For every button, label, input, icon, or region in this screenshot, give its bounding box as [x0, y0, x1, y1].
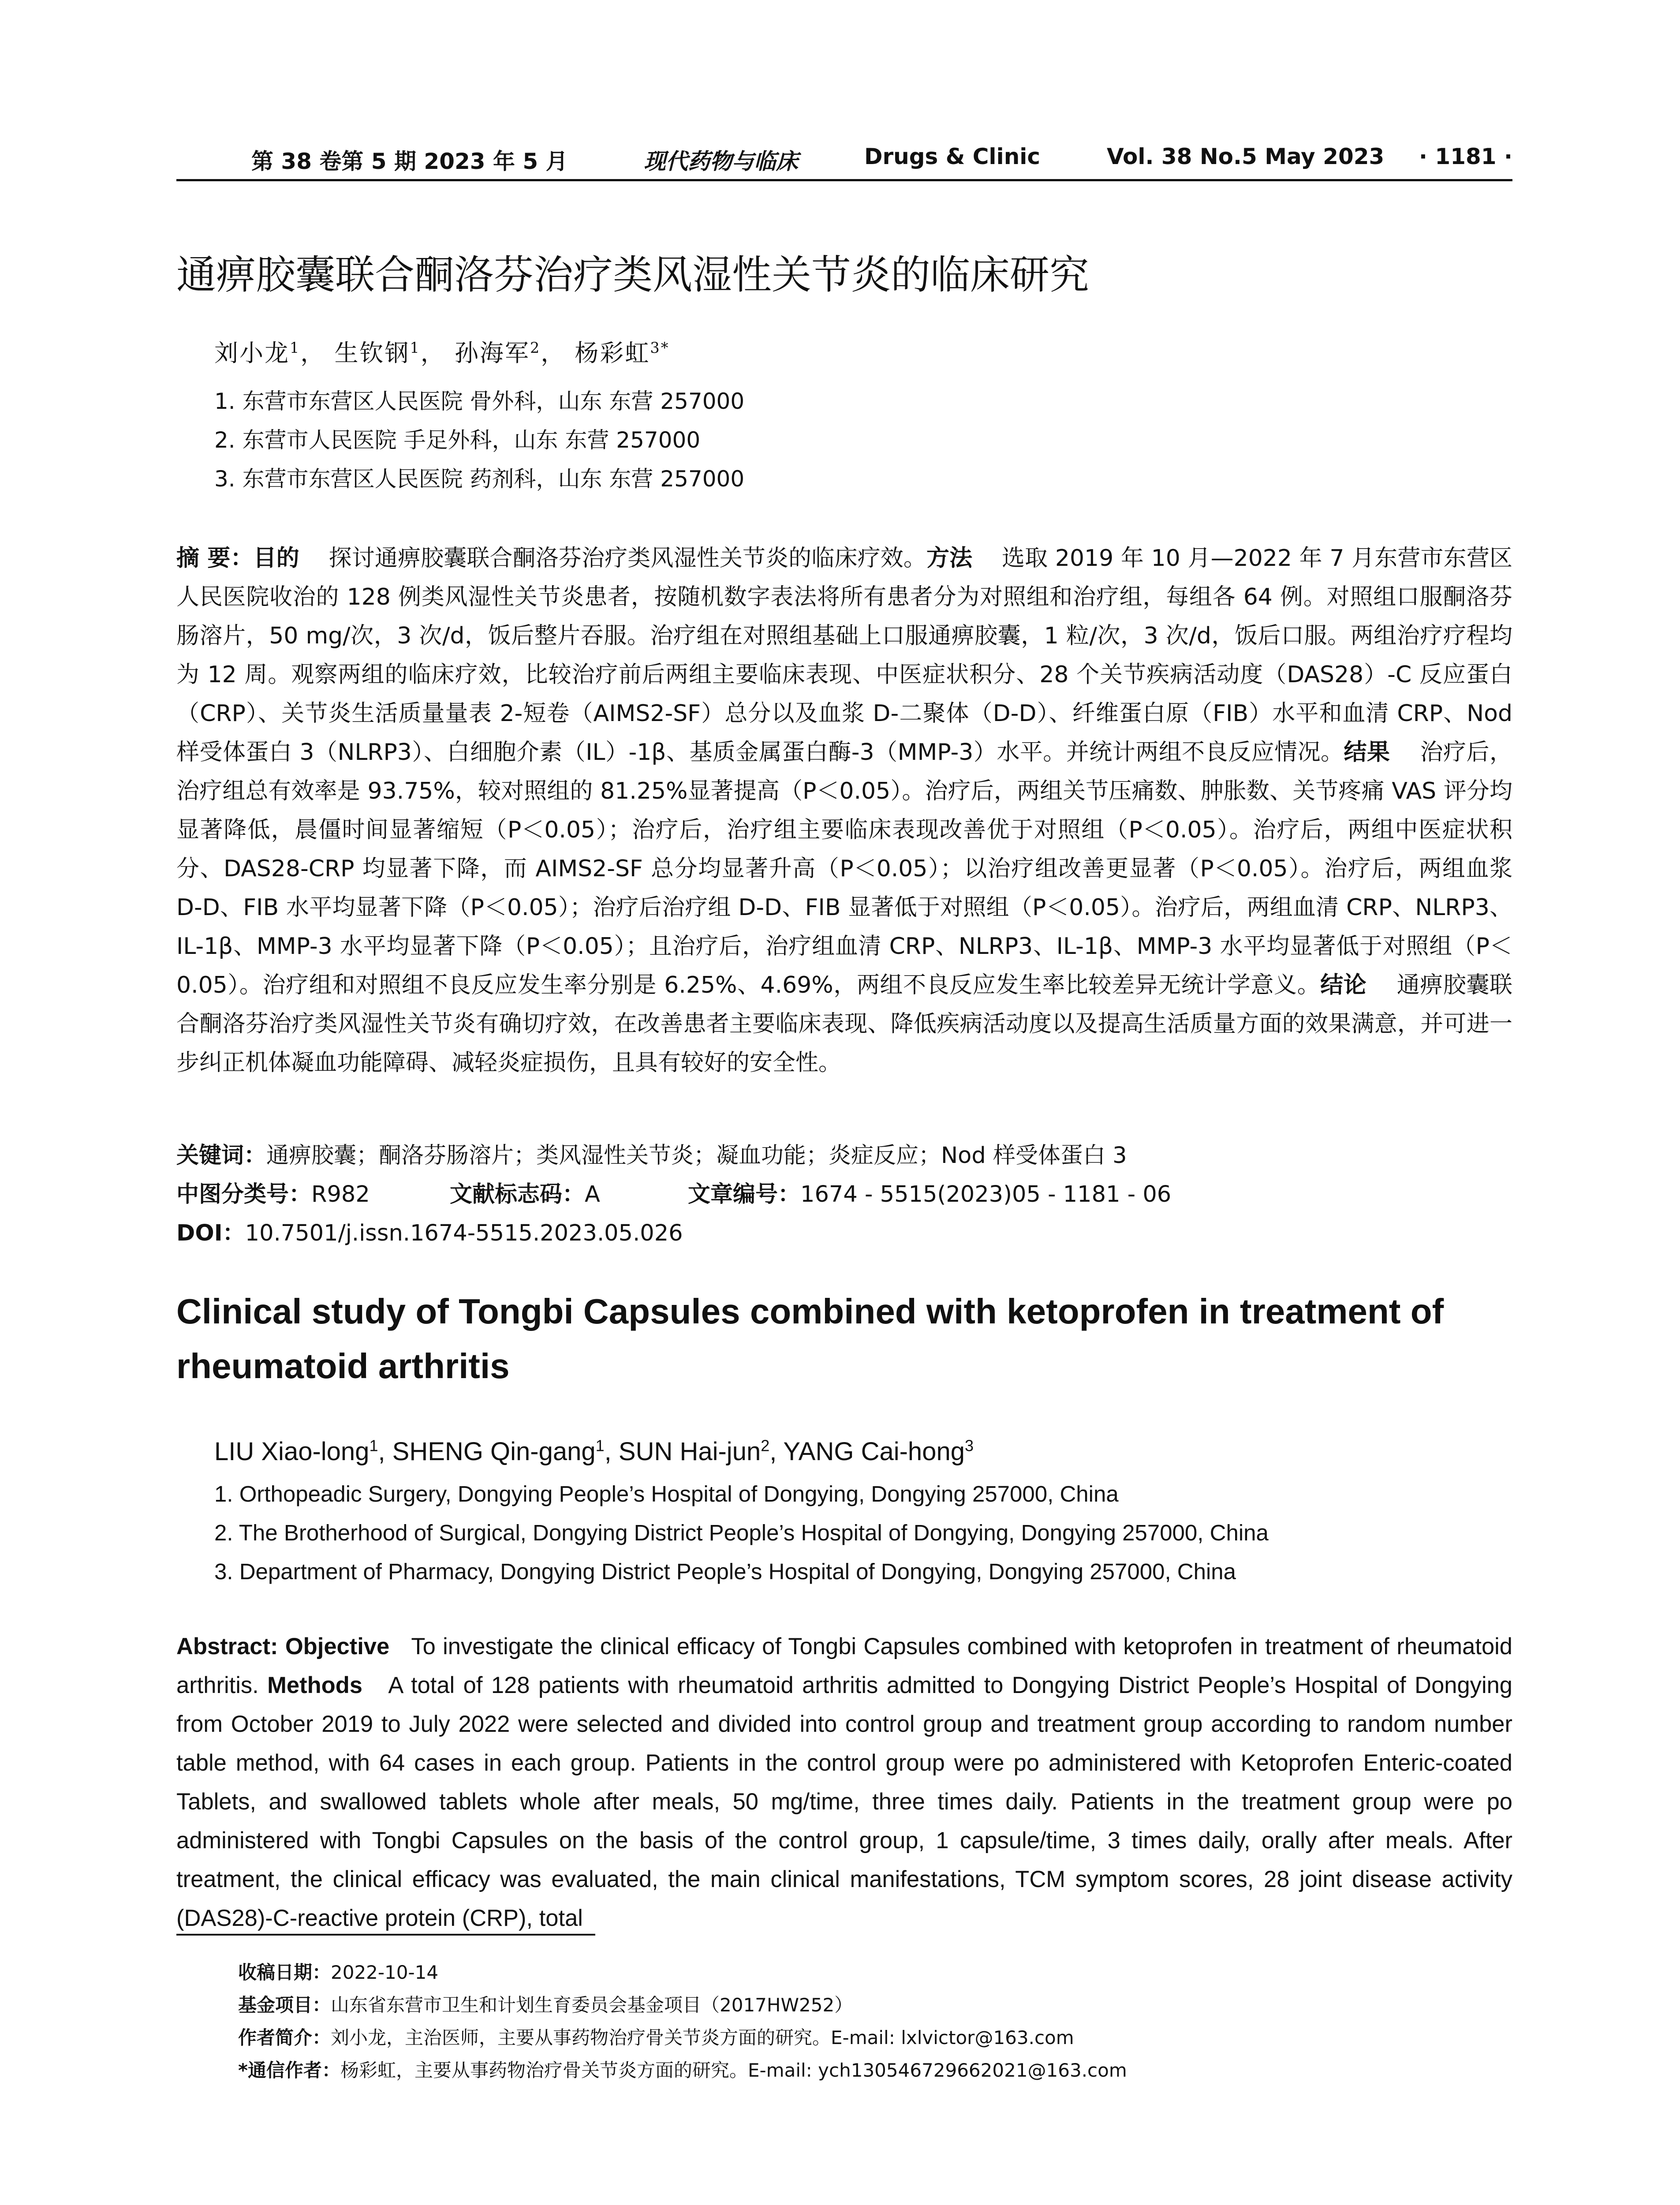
author-separator: ， [541, 339, 566, 367]
footnote-corresponding-author [238, 2056, 1127, 2082]
methods-label: 方法 [926, 545, 973, 572]
doi-line [176, 1215, 683, 1247]
authors-en [214, 1437, 974, 1466]
article-title-cn: 通痹胶囊联合酮洛芬治疗类风湿性关节炎的临床研究 [176, 252, 1089, 298]
author-affiliation-mark: 1 [290, 339, 301, 356]
authors-cn [214, 334, 669, 368]
results-text: 治疗后，治疗组总有效率是 93.75%，较对照组的 81.25%显著提高（P＜0.05）。治疗后，两组关节压痛数、肿胀数、关节疼痛 VAS 评分均显著降低，晨僵时间显著缩短（P＜0.05）；治疗后，治疗组主要临床表现改善优于对照组（P＜0.05）。治疗后，两组中医症状积分、DAS28-CRP 均显著下降，而 AIMS2-SF 总分均显著升高（P＜0.05）；以治疗组改善更显著（P＜0.05）。治疗后，两组血浆 D-D、FIB 水平均显著下降（P＜0.05）；治疗后治疗组 D-D、FIB 显著低于对照组（P＜0.05）。治疗后，两组血清 CRP、NLRP3、IL-1β、MMP-3 水平均显著下降（P＜0.05）；且治疗后，治疗组血清 CRP、NLRP3、IL-1β、MMP-3 水平均显著低于对照组（P＜0.05）。治疗组和对照组不良反应发生率分别是 6.25%、4.69%，两组不良反应发生率比较差异无统计学意义。 [176, 739, 1512, 998]
author-affiliation-mark: 1 [410, 339, 421, 356]
author-name: SUN Hai-jun [618, 1437, 761, 1466]
footnote-text: 2022-10-14 [331, 1962, 439, 1983]
article-title-en: Clinical study of Tongbi Capsules combined with ketoprofen in treatment of rheumatoid arthritis [176, 1292, 1444, 1386]
conclusion-label: 结论 [1320, 972, 1367, 998]
methods-text: 选取 2019 年 10 月—2022 年 7 月东营市东营区人民医院收治的 128 例类风湿性关节炎患者，按随机数字表法将所有患者分为对照组和治疗组，每组各 64 例。对照组口服酮洛芬肠溶片，50 mg/次，3 次/d，饭后整片吞服。治疗组在对照组基础上口服通痹胶囊，1 粒/次，3 次/d，饭后口服。两组治疗疗程均为 12 周。观察两组的临床疗效，比较治疗前后两组主要临床表现、中医症状积分、28 个关节疾病活动度（DAS28）-C 反应蛋白（CRP）、关节炎生活质量量表 2-短卷（AIMS2-SF）总分以及血浆 D-二聚体（D-D）、纤维蛋白原（FIB）水平和血清 CRP、Nod 样受体蛋白 3（NLRP3）、白细胞介素（IL）-1β、基质金属蛋白酶-3（MMP-3）水平。并统计两组不良反应情况。 [176, 545, 1512, 766]
author-separator: , [769, 1437, 784, 1466]
objective-text: To investigate the clinical efficacy of Tongbi Capsules combined with ketoprofen in treatment of rheumatoid arthritis. [176, 1633, 1513, 1698]
footnote-label: *通信作者： [238, 2059, 340, 2081]
objective-text: 探讨通痹胶囊联合酮洛芬治疗类风湿性关节炎的临床疗效。 [329, 545, 927, 572]
author-affiliation-mark: 1 [369, 1436, 378, 1455]
keywords-text: 通痹胶囊；酮洛芬肠溶片；类风湿性关节炎；凝血功能；炎症反应；Nod 样受体蛋白 3 [266, 1143, 1127, 1169]
objective-label: Objective [285, 1633, 390, 1659]
abstract-cn [176, 539, 1512, 1082]
author-affiliation-mark: 2 [530, 339, 541, 356]
keywords-cn [176, 1137, 1127, 1170]
author-name: LIU Xiao-long [214, 1437, 370, 1466]
article-number-label: 文章编号： [688, 1181, 801, 1207]
results-label: 结果 [1344, 739, 1390, 766]
footnote-text: 杨彩虹，主要从事药物治疗骨关节炎方面的研究。E-mail: ych130546729662021@163.com [340, 2059, 1127, 2081]
footnote-label: 基金项目： [238, 1994, 331, 2016]
affiliation-cn: 2. 东营市人民医院 手足外科，山东 东营 257000 [214, 427, 701, 453]
affiliation-en: 1. Orthopeadic Surgery, Dongying People’s Hospital of Dongying, Dongying 257000, China [214, 1481, 1119, 1506]
header-volume: Vol. 38 No.5 May 2023 [1107, 144, 1385, 169]
footnote-text: 刘小龙，主治医师，主要从事药物治疗骨关节炎方面的研究。E-mail: lxlvictor@163.com [331, 2027, 1074, 2048]
abstract-en [176, 1627, 1512, 1938]
clc-value: R982 [311, 1181, 370, 1207]
footnote-label: 作者简介： [238, 2027, 331, 2048]
document-code-value: A [585, 1181, 600, 1207]
author-name: 孙海军 [454, 339, 530, 367]
document-code-label: 文献标志码： [450, 1181, 585, 1207]
methods-text: A total of 128 patients with rheumatoid arthritis admitted to Dongying District People’s Hospital of Dongying from October 2019 to July 2022 were selected and divided into control group and treatment group according to random number table method, with 64 cases in each group. Patients in the control group were po administered with Ketoprofen Enteric-coated Tablets, and swallowed tablets whole after meals, 50 mg/time, three times daily. Patients in the treatment group were po administered with Tongbi Capsules on the basis of the control group, 1 capsule/time, 3 times daily, orally after meals. After treatment, the clinical efficacy was evaluated, the main clinical manifestations, TCM symptom scores, 28 joint disease activity (DAS28)-C-reactive protein (CRP), total [176, 1672, 1513, 1931]
author-affiliation-mark: 3* [650, 339, 670, 356]
footnote-funding [238, 1991, 853, 2017]
objective-label: 目的 [253, 545, 299, 572]
classification-line [176, 1176, 1171, 1208]
author-affiliation-mark: 2 [761, 1436, 770, 1455]
author-affiliation-mark: 1 [595, 1436, 605, 1455]
author-name: 杨彩虹 [575, 339, 650, 367]
doi-value[interactable]: 10.7501/j.issn.1674-5515.2023.05.026 [245, 1220, 683, 1246]
author-name: YANG Cai-hong [783, 1437, 965, 1466]
footnote-received [238, 1958, 438, 1984]
running-header [176, 140, 1512, 181]
clc-label: 中图分类号： [176, 1181, 312, 1207]
author-separator: ， [420, 339, 446, 367]
author-name: SHENG Qin-gang [392, 1437, 596, 1466]
affiliation-cn: 1. 东营市东营区人民医院 骨外科，山东 东营 257000 [214, 389, 745, 414]
abstract-label: Abstract: [176, 1633, 278, 1659]
author-affiliation-mark: 3 [964, 1436, 974, 1455]
header-journal-en: Drugs & Clinic [864, 144, 1041, 169]
author-name: 生钦钢 [334, 339, 410, 367]
author-separator: , [604, 1437, 619, 1466]
footnote-author-bio [238, 2023, 1074, 2050]
affiliation-en: 3. Department of Pharmacy, Dongying District People’s Hospital of Dongying, Dongying 257000, China [214, 1559, 1236, 1584]
abstract-label: 摘 要： [176, 545, 254, 572]
footnote-divider [176, 1934, 595, 1936]
author-separator: , [378, 1437, 392, 1466]
header-journal-cn: 现代药物与临床 [644, 148, 798, 174]
article-number-value: 1674 - 5515(2023)05 - 1181 - 06 [800, 1181, 1172, 1207]
doi-label: DOI： [176, 1220, 245, 1246]
header-page-number: · 1181 · [1419, 144, 1512, 169]
affiliation-cn: 3. 东营市东营区人民医院 药剂科，山东 东营 257000 [214, 466, 745, 492]
author-separator: ， [300, 339, 326, 367]
keywords-label: 关键词： [176, 1143, 267, 1169]
author-name: 刘小龙 [214, 339, 290, 367]
footnote-text: 山东省东营市卫生和计划生育委员会基金项目（2017HW252） [331, 1994, 853, 2016]
affiliation-en: 2. The Brotherhood of Surgical, Dongying District People’s Hospital of Dongying, Dongying 257000, China [214, 1520, 1269, 1545]
conclusion-text: 通痹胶囊联合酮洛芬治疗类风湿性关节炎有确切疗效，在改善患者主要临床表现、降低疾病活动度以及提高生活质量方面的效果满意，并可进一步纠正机体凝血功能障碍、减轻炎症损伤，且具有较好的安全性。 [176, 972, 1512, 1076]
header-issue: 第 38 卷第 5 期 2023 年 5 月 [251, 149, 568, 174]
methods-label: Methods [267, 1672, 362, 1698]
footnote-label: 收稿日期： [238, 1962, 331, 1983]
